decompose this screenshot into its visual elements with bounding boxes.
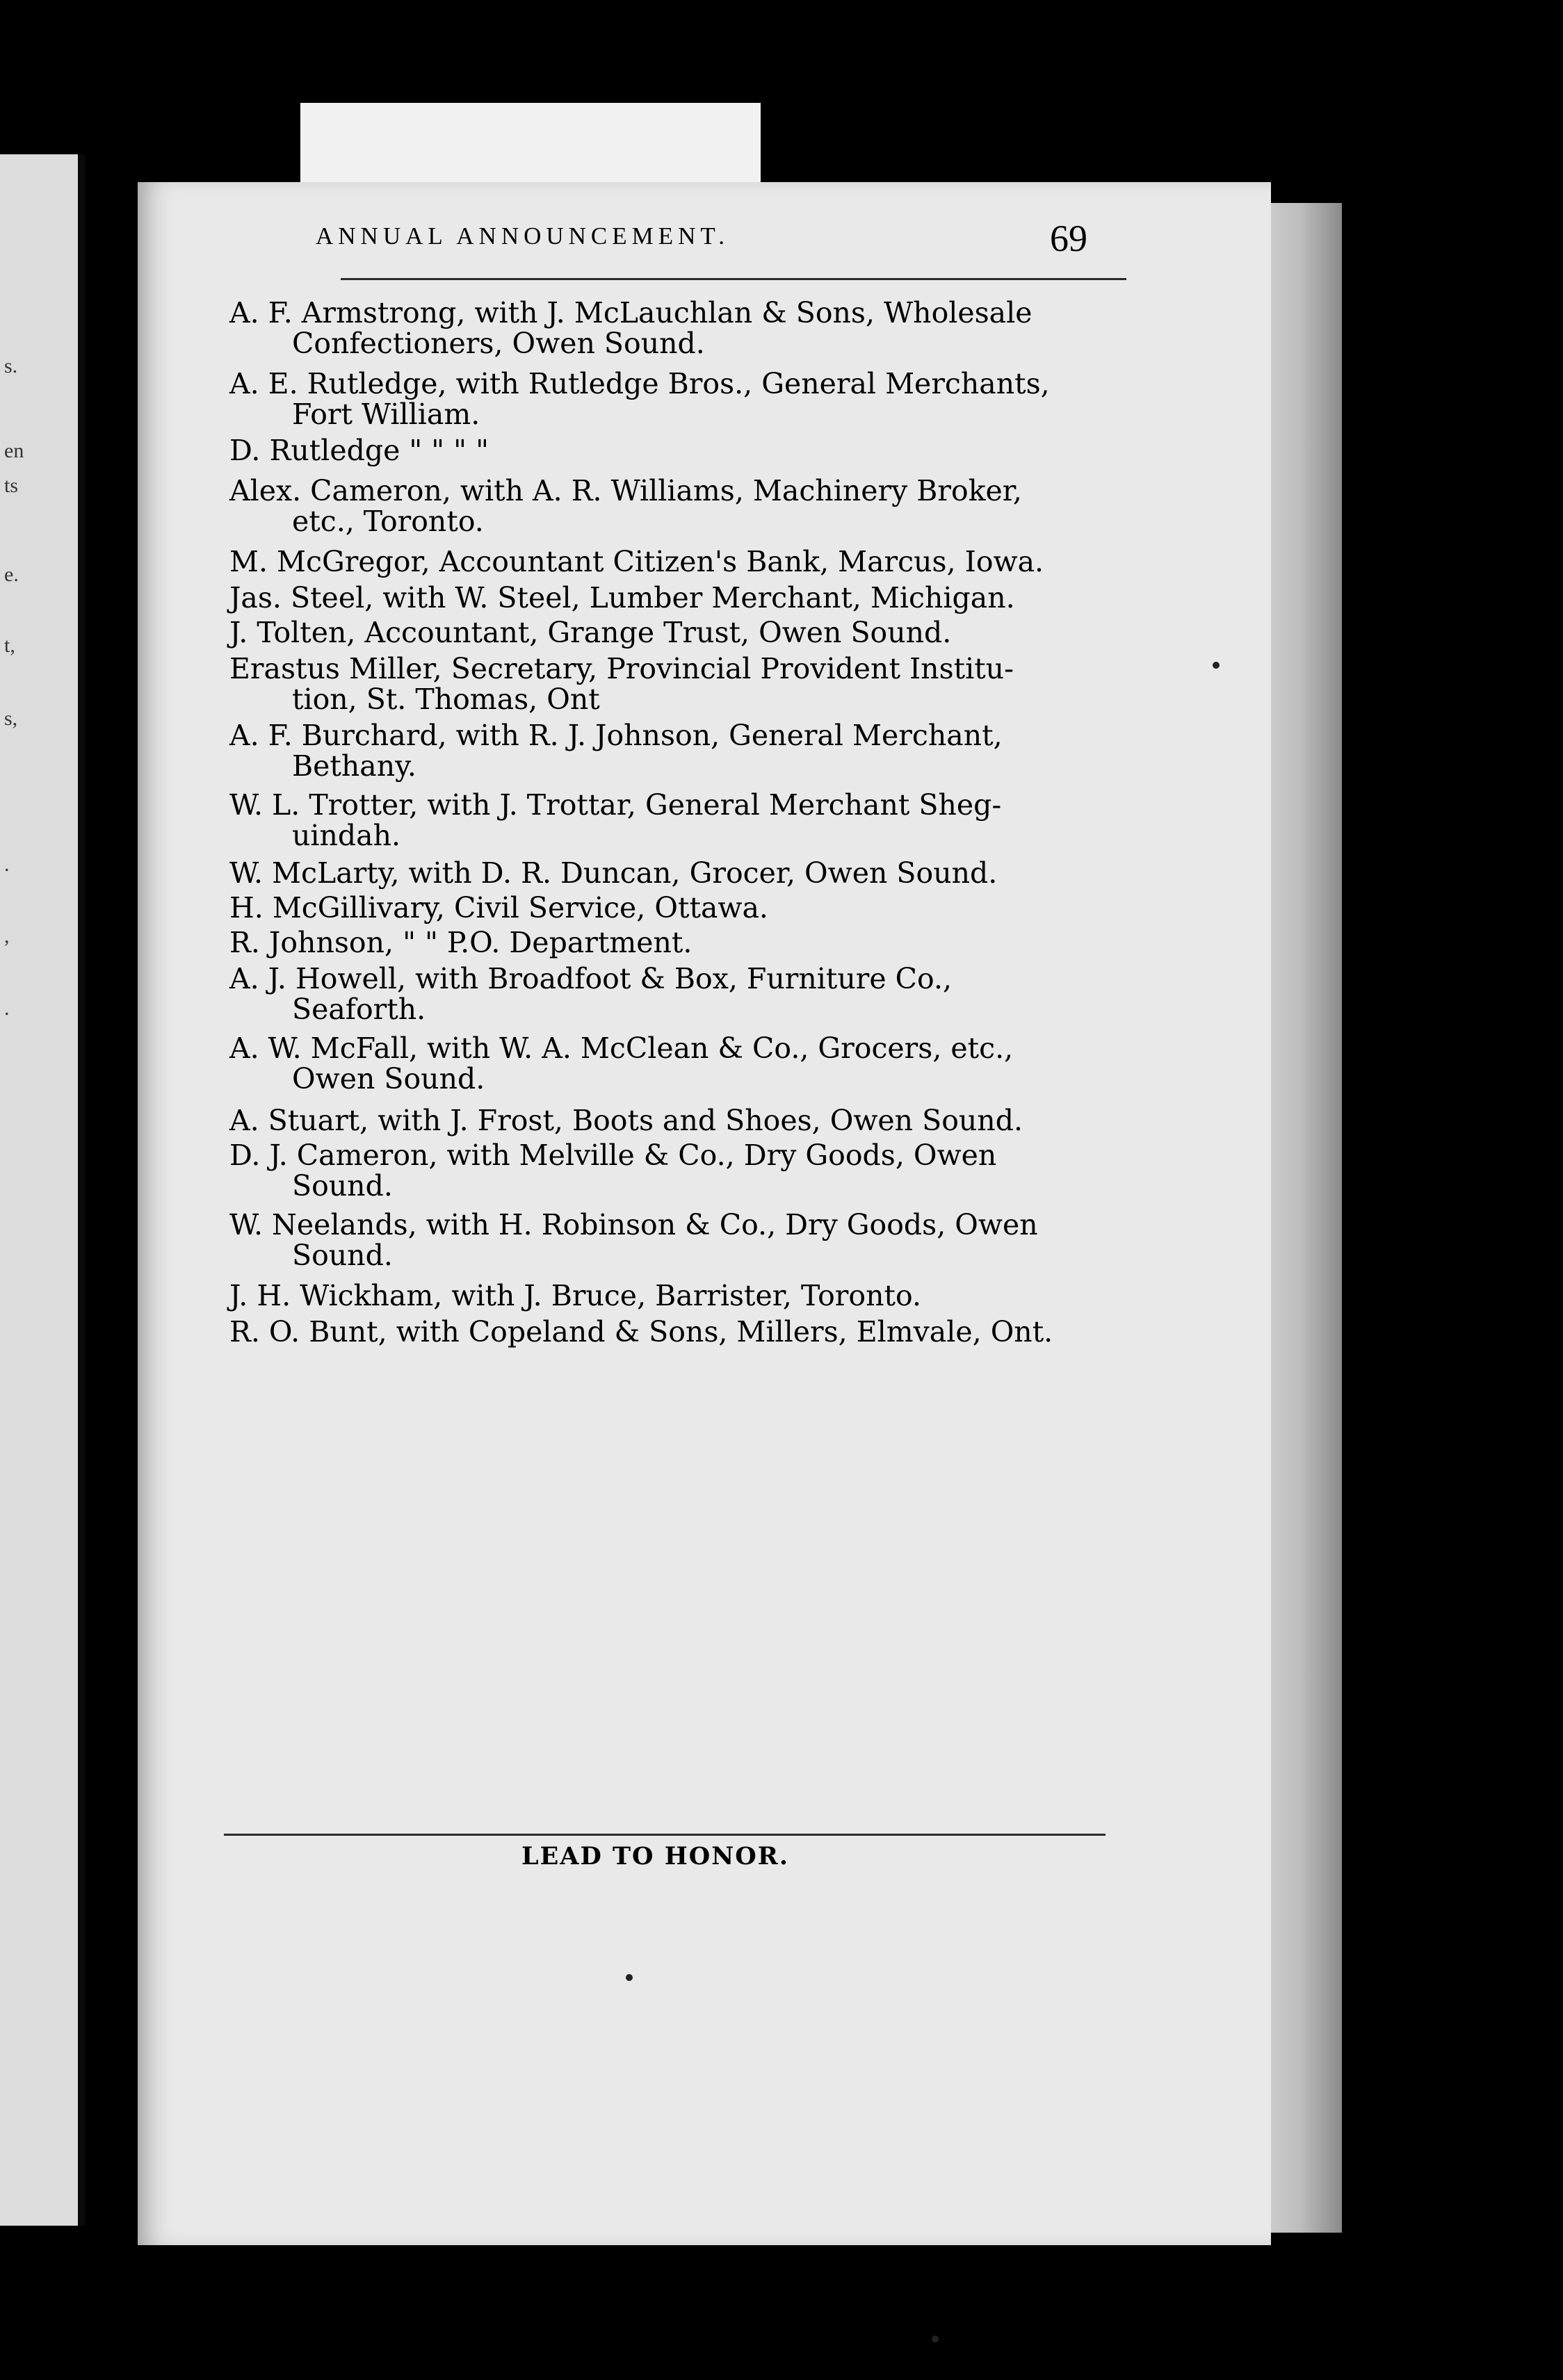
list-item xyxy=(229,1317,1147,1347)
entry-line: A. E. Rutledge, with Rutledge Bros., General Merchants, xyxy=(229,367,1050,400)
list-item xyxy=(229,546,1147,577)
ink-speck xyxy=(932,2336,939,2342)
entry-line: A. W. McFall, with W. A. McClean & Co., Grocers, etc., xyxy=(229,1032,1014,1065)
footer-text: LEAD TO HONOR. xyxy=(521,1842,790,1870)
entry-line: W. L. Trotter, with J. Trottar, General Merchant Sheg- xyxy=(229,788,1002,822)
list-item xyxy=(229,858,1147,888)
footer-rule xyxy=(224,1834,1106,1836)
list-item xyxy=(229,475,1147,537)
page-number: 69 xyxy=(1050,218,1087,259)
entry-line: J. H. Wickham, with J. Bruce, Barrister, Toronto. xyxy=(229,1279,921,1312)
entry-continuation: etc., Toronto. xyxy=(292,505,484,538)
entry-line: R. O. Bunt, with Copeland & Sons, Millers, Elmvale, Ont. xyxy=(229,1315,1053,1348)
list-item xyxy=(229,653,1147,715)
list-item xyxy=(229,1140,1147,1201)
entry-continuation: uindah. xyxy=(292,819,401,852)
entry-line: A. Stuart, with J. Frost, Boots and Shoes, Owen Sound. xyxy=(229,1104,1023,1137)
list-item xyxy=(229,963,1147,1025)
entry-continuation: Bethany. xyxy=(292,749,416,783)
entry-line: R. Johnson, " " P.O. Department. xyxy=(229,926,693,959)
list-item xyxy=(229,1209,1147,1271)
list-item xyxy=(229,582,1147,613)
entry-continuation: Confectioners, Owen Sound. xyxy=(292,327,705,360)
facing-page-fragment: e. xyxy=(4,563,19,586)
entry-line: D. Rutledge " " " " xyxy=(229,434,489,467)
list-item xyxy=(229,927,1147,958)
list-item xyxy=(229,1280,1147,1311)
facing-page-fragment: , xyxy=(4,924,10,947)
list-item xyxy=(229,298,1147,359)
list-item xyxy=(229,368,1147,430)
entry-line: J. Tolten, Accountant, Grange Trust, Owen Sound. xyxy=(229,616,952,649)
list-item xyxy=(229,720,1147,781)
facing-page-fragment: s. xyxy=(4,354,18,377)
facing-page-fragment: ts xyxy=(4,474,19,497)
list-item xyxy=(229,892,1147,923)
list-item xyxy=(229,790,1147,851)
list-item xyxy=(229,435,1147,466)
facing-page-fragment: . xyxy=(4,853,10,876)
facing-page-fragment: . xyxy=(4,997,10,1020)
running-head: ANNUAL ANNOUNCEMENT. xyxy=(316,222,729,250)
list-item xyxy=(229,617,1147,648)
entry-line: D. J. Cameron, with Melville & Co., Dry Goods, Owen xyxy=(229,1139,997,1172)
list-item xyxy=(229,1105,1147,1136)
entry-line: A. J. Howell, with Broadfoot & Box, Furniture Co., xyxy=(229,962,953,995)
entry-line: Erastus Miller, Secretary, Provincial Provident Institu- xyxy=(229,652,1014,685)
header-rule xyxy=(341,278,1126,280)
entry-line: A. F. Burchard, with R. J. Johnson, General Merchant, xyxy=(229,719,1003,752)
entry-line: Jas. Steel, with W. Steel, Lumber Merchant, Michigan. xyxy=(229,581,1015,614)
entry-continuation: Sound. xyxy=(292,1169,393,1203)
entry-line: Alex. Cameron, with A. R. Williams, Machinery Broker, xyxy=(229,474,1022,507)
entry-line: M. McGregor, Accountant Citizen's Bank, Marcus, Iowa. xyxy=(229,545,1044,578)
entry-continuation: Sound. xyxy=(292,1239,393,1272)
ink-speck xyxy=(626,1974,633,1981)
entry-continuation: Owen Sound. xyxy=(292,1062,485,1095)
list-item xyxy=(229,1033,1147,1094)
facing-page-fragment: en xyxy=(4,439,24,462)
entry-line: W. Neelands, with H. Robinson & Co., Dry Goods, Owen xyxy=(229,1208,1038,1241)
entry-continuation: tion, St. Thomas, Ont xyxy=(292,683,600,716)
facing-page-edge xyxy=(0,154,85,2226)
facing-page-fragment: t, xyxy=(4,634,15,657)
entry-line: H. McGillivary, Civil Service, Ottawa. xyxy=(229,891,768,924)
ink-speck xyxy=(1213,662,1220,669)
entry-continuation: Seaforth. xyxy=(292,993,426,1026)
entry-continuation: Fort William. xyxy=(292,398,480,431)
entry-line: W. McLarty, with D. R. Duncan, Grocer, Owen Sound. xyxy=(229,856,998,890)
entry-line: A. F. Armstrong, with J. McLauchlan & Sons, Wholesale xyxy=(229,296,1032,329)
facing-page-fragment: s, xyxy=(4,707,18,730)
